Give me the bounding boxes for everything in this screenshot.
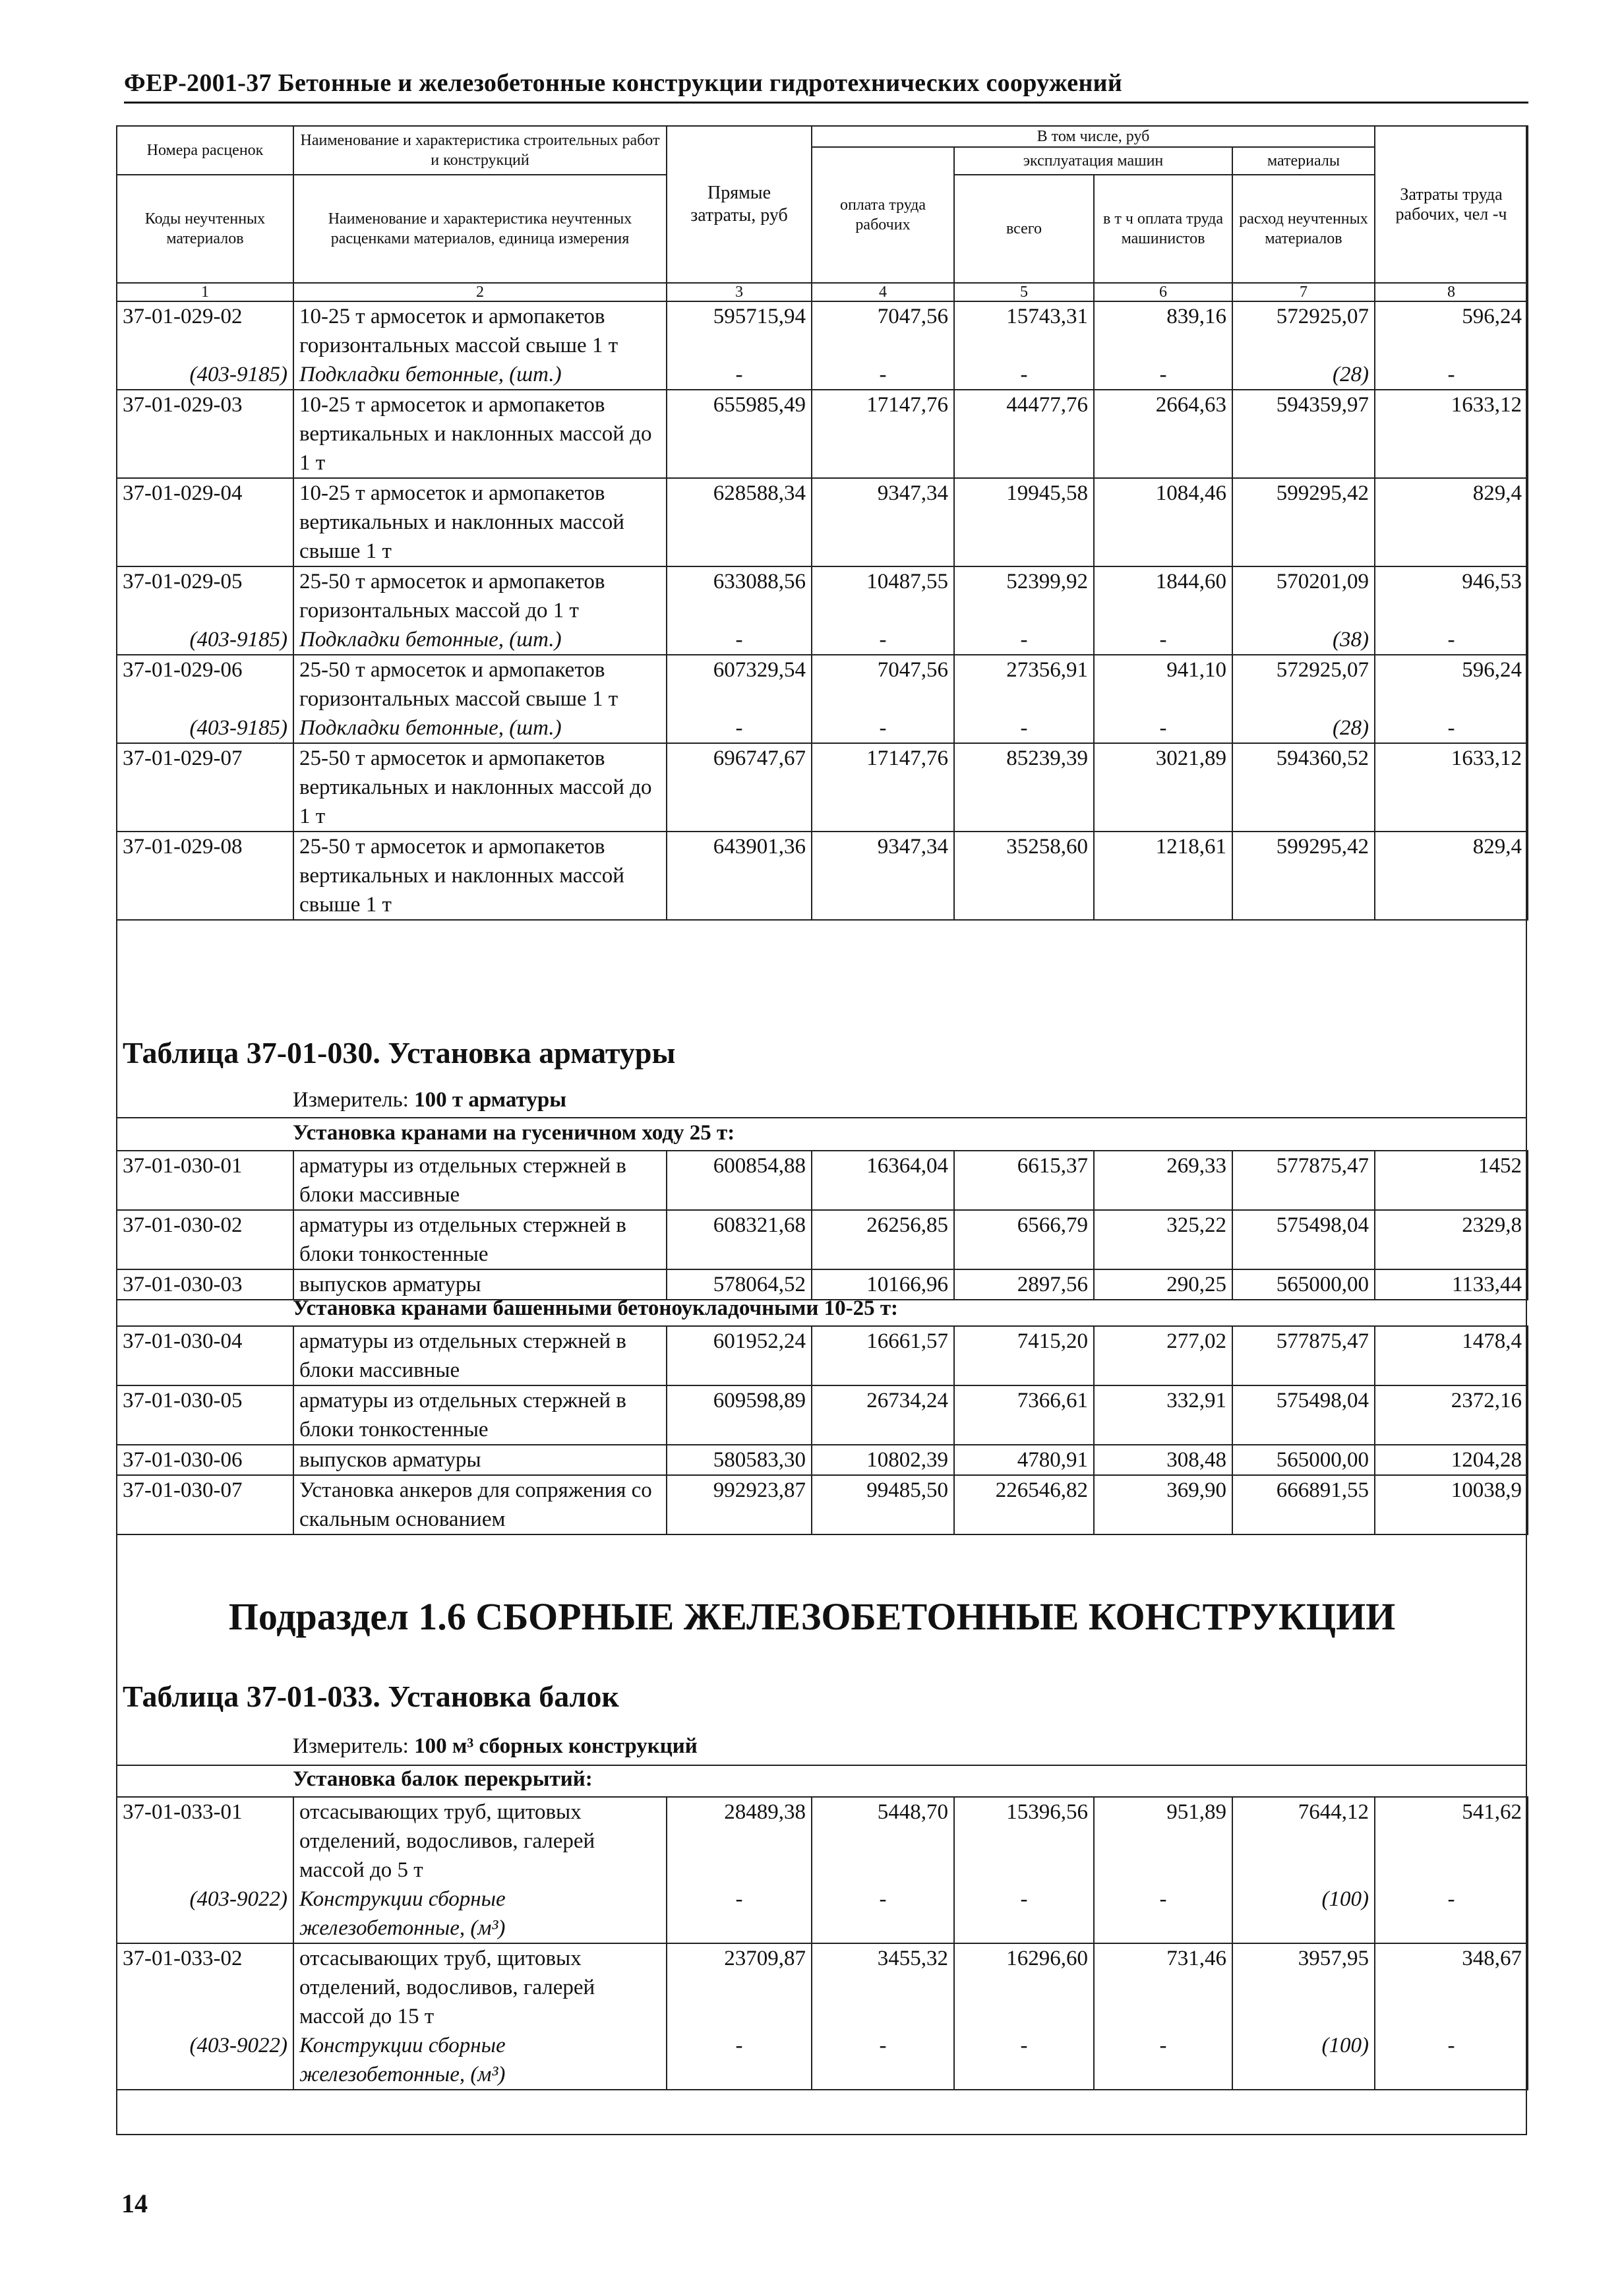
material-row xyxy=(117,625,1528,655)
material-row xyxy=(117,2031,1528,2090)
column-numbers xyxy=(117,283,1528,301)
machinist-wages: 1844,60 xyxy=(1094,566,1232,625)
machines-total: 15743,31 xyxy=(954,301,1094,360)
rate-code: 37-01-030-03 xyxy=(117,1269,293,1300)
material-quantity: (38) xyxy=(1232,625,1375,655)
direct-costs: 643901,36 xyxy=(667,832,812,920)
rate-code: 37-01-029-07 xyxy=(117,743,293,832)
table-030-meter xyxy=(293,1088,566,1112)
wages: 10487,55 xyxy=(812,566,954,625)
table-row xyxy=(117,743,1528,832)
empty-value: - xyxy=(812,2031,954,2090)
direct-costs: 655985,49 xyxy=(667,390,812,478)
header-codes: Коды неучтенных материалов xyxy=(117,175,293,283)
divider xyxy=(116,1765,1527,1766)
rate-code: 37-01-029-03 xyxy=(117,390,293,478)
machines-total: 44477,76 xyxy=(954,390,1094,478)
empty-value: - xyxy=(1375,1885,1528,1943)
material-quantity: (100) xyxy=(1232,2031,1375,2090)
empty-value: - xyxy=(667,1885,812,1943)
table-row xyxy=(117,1151,1528,1210)
machinist-wages: 269,33 xyxy=(1094,1151,1232,1210)
wages: 3455,32 xyxy=(812,1943,954,2031)
wages: 10802,39 xyxy=(812,1445,954,1475)
empty-value: - xyxy=(812,713,954,743)
empty-value: - xyxy=(1094,625,1232,655)
rate-code: 37-01-029-08 xyxy=(117,832,293,920)
material-name: Подкладки бетонные, (шт.) xyxy=(293,360,667,390)
machines-total: 2897,56 xyxy=(954,1269,1094,1300)
material-name: Конструкции сборные железобетонные, (м³) xyxy=(293,1885,667,1943)
work-name: отсасывающих труб, щитовых отделений, водосливов, галерей массой до 5 т xyxy=(293,1797,667,1885)
table-row xyxy=(117,478,1528,566)
wages: 10166,96 xyxy=(812,1269,954,1300)
materials: 572925,07 xyxy=(1232,655,1375,713)
work-name: выпусков арматуры xyxy=(293,1269,667,1300)
table-row xyxy=(117,1445,1528,1475)
machines-total: 52399,92 xyxy=(954,566,1094,625)
col-num-7: 7 xyxy=(1232,283,1375,301)
header-work-name: Наименование и характеристика строительных работ и конструкций xyxy=(293,126,667,175)
labor-costs: 596,24 xyxy=(1375,655,1528,713)
rate-code: 37-01-033-01 xyxy=(117,1797,293,1885)
table-row xyxy=(117,1385,1528,1445)
machinist-wages: 308,48 xyxy=(1094,1445,1232,1475)
work-name: арматуры из отдельных стержней в блоки тонкостенные xyxy=(293,1385,667,1445)
rate-code: 37-01-030-02 xyxy=(117,1210,293,1269)
work-name: 25-50 т армосеток и армопакетов горизонтальных массой свыше 1 т xyxy=(293,655,667,713)
col-num-6: 6 xyxy=(1094,283,1232,301)
table-row xyxy=(117,1210,1528,1269)
rate-code: 37-01-029-05 xyxy=(117,566,293,625)
header-rate-numbers: Номера расценок xyxy=(117,126,293,175)
rate-code: 37-01-029-02 xyxy=(117,301,293,360)
labor-costs: 541,62 xyxy=(1375,1797,1528,1885)
material-row xyxy=(117,1885,1528,1943)
direct-costs: 992923,87 xyxy=(667,1475,812,1534)
col-num-8: 8 xyxy=(1375,283,1528,301)
empty-value: - xyxy=(812,625,954,655)
machinist-wages: 277,02 xyxy=(1094,1326,1232,1385)
empty-value: - xyxy=(1094,360,1232,390)
direct-costs: 578064,52 xyxy=(667,1269,812,1300)
table-row xyxy=(117,832,1528,920)
wages: 5448,70 xyxy=(812,1797,954,1885)
table-row xyxy=(117,1797,1528,1885)
direct-costs: 628588,34 xyxy=(667,478,812,566)
empty-value: - xyxy=(1375,360,1528,390)
wages: 7047,56 xyxy=(812,301,954,360)
machines-total: 7415,20 xyxy=(954,1326,1094,1385)
meter-label: Измеритель: xyxy=(293,1088,409,1112)
table-030-title: Таблица 37-01-030. Установка арматуры xyxy=(123,1036,676,1070)
header-direct-costs: Прямые затраты, руб xyxy=(667,126,812,283)
header-machinist-wages: в т ч оплата труда машинистов xyxy=(1094,175,1232,283)
materials: 3957,95 xyxy=(1232,1943,1375,2031)
machinist-wages: 332,91 xyxy=(1094,1385,1232,1445)
machinist-wages: 325,22 xyxy=(1094,1210,1232,1269)
labor-costs: 1133,44 xyxy=(1375,1269,1528,1300)
labor-costs: 1633,12 xyxy=(1375,390,1528,478)
work-name: 25-50 т армосеток и армопакетов вертикальных и наклонных массой свыше 1 т xyxy=(293,832,667,920)
header-materials: материалы xyxy=(1232,147,1375,175)
rate-code: 37-01-030-07 xyxy=(117,1475,293,1534)
labor-costs: 1633,12 xyxy=(1375,743,1528,832)
direct-costs: 607329,54 xyxy=(667,655,812,713)
work-name: арматуры из отдельных стержней в блоки массивные xyxy=(293,1326,667,1385)
material-code: (403-9185) xyxy=(117,360,293,390)
empty-value: - xyxy=(954,625,1094,655)
material-row xyxy=(117,360,1528,390)
labor-costs: 1452 xyxy=(1375,1151,1528,1210)
work-name: 10-25 т армосеток и армопакетов вертикальных и наклонных массой свыше 1 т xyxy=(293,478,667,566)
materials: 570201,09 xyxy=(1232,566,1375,625)
table-033-title: Таблица 37-01-033. Установка балок xyxy=(123,1680,619,1713)
machines-total: 16296,60 xyxy=(954,1943,1094,2031)
machines-total: 7366,61 xyxy=(954,1385,1094,1445)
direct-costs: 595715,94 xyxy=(667,301,812,360)
materials: 594360,52 xyxy=(1232,743,1375,832)
wages: 99485,50 xyxy=(812,1475,954,1534)
wages: 7047,56 xyxy=(812,655,954,713)
direct-costs: 28489,38 xyxy=(667,1797,812,1885)
empty-value: - xyxy=(667,625,812,655)
material-quantity: (28) xyxy=(1232,360,1375,390)
materials: 599295,42 xyxy=(1232,478,1375,566)
materials: 565000,00 xyxy=(1232,1445,1375,1475)
machines-total: 85239,39 xyxy=(954,743,1094,832)
table-029 xyxy=(116,125,1528,921)
empty-value: - xyxy=(954,2031,1094,2090)
material-name: Конструкции сборные железобетонные, (м³) xyxy=(293,2031,667,2090)
col-num-5: 5 xyxy=(954,283,1094,301)
direct-costs: 609598,89 xyxy=(667,1385,812,1445)
rate-code: 37-01-030-06 xyxy=(117,1445,293,1475)
labor-costs: 829,4 xyxy=(1375,832,1528,920)
rate-code: 37-01-030-05 xyxy=(117,1385,293,1445)
materials: 577875,47 xyxy=(1232,1326,1375,1385)
wages: 26256,85 xyxy=(812,1210,954,1269)
empty-value: - xyxy=(667,713,812,743)
machines-total: 4780,91 xyxy=(954,1445,1094,1475)
machinist-wages: 839,16 xyxy=(1094,301,1232,360)
table-033 xyxy=(116,1796,1528,2090)
wages: 17147,76 xyxy=(812,390,954,478)
empty-value: - xyxy=(1375,713,1528,743)
empty-value: - xyxy=(1375,2031,1528,2090)
work-name: 10-25 т армосеток и армопакетов горизонтальных массой свыше 1 т xyxy=(293,301,667,360)
machinist-wages: 731,46 xyxy=(1094,1943,1232,2031)
table-030-part-1 xyxy=(116,1150,1528,1300)
machines-total: 19945,58 xyxy=(954,478,1094,566)
direct-costs: 23709,87 xyxy=(667,1943,812,2031)
machinist-wages: 369,90 xyxy=(1094,1475,1232,1534)
work-name: арматуры из отдельных стержней в блоки массивные xyxy=(293,1151,667,1210)
direct-costs: 601952,24 xyxy=(667,1326,812,1385)
materials: 599295,42 xyxy=(1232,832,1375,920)
empty-value: - xyxy=(812,360,954,390)
col-num-2: 2 xyxy=(293,283,667,301)
work-name: 25-50 т армосеток и армопакетов вертикальных и наклонных массой до 1 т xyxy=(293,743,667,832)
materials: 7644,12 xyxy=(1232,1797,1375,1885)
table-030-part-2 xyxy=(116,1325,1528,1535)
table-row xyxy=(117,301,1528,360)
table-033-meter xyxy=(293,1734,698,1759)
labor-costs: 348,67 xyxy=(1375,1943,1528,2031)
work-name: 10-25 т армосеток и армопакетов вертикальных и наклонных массой до 1 т xyxy=(293,390,667,478)
document-header: ФЕР-2001-37 Бетонные и железобетонные конструкции гидротехнических сооружений xyxy=(124,69,1528,104)
meter-value: 100 м³ сборных конструкций xyxy=(414,1734,698,1758)
materials: 565000,00 xyxy=(1232,1269,1375,1300)
table-033-group: Установка балок перекрытий: xyxy=(293,1767,593,1791)
table-row xyxy=(117,655,1528,713)
direct-costs: 600854,88 xyxy=(667,1151,812,1210)
material-code: (403-9185) xyxy=(117,625,293,655)
meter-value: 100 т арматуры xyxy=(414,1088,566,1112)
machines-total: 6566,79 xyxy=(954,1210,1094,1269)
labor-costs: 829,4 xyxy=(1375,478,1528,566)
material-name: Подкладки бетонные, (шт.) xyxy=(293,625,667,655)
material-code: (403-9022) xyxy=(117,2031,293,2090)
materials: 575498,04 xyxy=(1232,1385,1375,1445)
header-labor-costs: Затраты труда рабочих, чел -ч xyxy=(1375,126,1528,283)
materials: 666891,55 xyxy=(1232,1475,1375,1534)
work-name: Установка анкеров для сопряжения со скальным основанием xyxy=(293,1475,667,1534)
meter-label: Измеритель: xyxy=(293,1734,409,1758)
wages: 17147,76 xyxy=(812,743,954,832)
header-machines: эксплуатация машин xyxy=(954,147,1232,175)
machines-total: 27356,91 xyxy=(954,655,1094,713)
direct-costs: 608321,68 xyxy=(667,1210,812,1269)
empty-value: - xyxy=(667,360,812,390)
empty-value: - xyxy=(1094,713,1232,743)
table-row xyxy=(117,1943,1528,2031)
machinist-wages: 941,10 xyxy=(1094,655,1232,713)
machinist-wages: 290,25 xyxy=(1094,1269,1232,1300)
wages: 26734,24 xyxy=(812,1385,954,1445)
work-name: отсасывающих труб, щитовых отделений, водосливов, галерей массой до 15 т xyxy=(293,1943,667,2031)
labor-costs: 2372,16 xyxy=(1375,1385,1528,1445)
machinist-wages: 2664,63 xyxy=(1094,390,1232,478)
wages: 16364,04 xyxy=(812,1151,954,1210)
empty-value: - xyxy=(1094,2031,1232,2090)
materials: 575498,04 xyxy=(1232,1210,1375,1269)
empty-value: - xyxy=(1094,1885,1232,1943)
material-code: (403-9185) xyxy=(117,713,293,743)
materials: 572925,07 xyxy=(1232,301,1375,360)
material-code: (403-9022) xyxy=(117,1885,293,1943)
col-num-4: 4 xyxy=(812,283,954,301)
direct-costs: 633088,56 xyxy=(667,566,812,625)
labor-costs: 10038,9 xyxy=(1375,1475,1528,1534)
header-including: В том числе, руб xyxy=(812,126,1375,147)
col-num-3: 3 xyxy=(667,283,812,301)
wages: 9347,34 xyxy=(812,478,954,566)
empty-value: - xyxy=(667,2031,812,2090)
table-row xyxy=(117,1326,1528,1385)
labor-costs: 946,53 xyxy=(1375,566,1528,625)
machines-total: 35258,60 xyxy=(954,832,1094,920)
rate-code: 37-01-029-06 xyxy=(117,655,293,713)
machinist-wages: 1084,46 xyxy=(1094,478,1232,566)
col-num-1: 1 xyxy=(117,283,293,301)
work-name: арматуры из отдельных стержней в блоки тонкостенные xyxy=(293,1210,667,1269)
materials: 594359,97 xyxy=(1232,390,1375,478)
empty-value: - xyxy=(1375,625,1528,655)
wages: 16661,57 xyxy=(812,1326,954,1385)
header-machines-total: всего xyxy=(954,175,1094,283)
labor-costs: 596,24 xyxy=(1375,301,1528,360)
labor-costs: 2329,8 xyxy=(1375,1210,1528,1269)
work-name: выпусков арматуры xyxy=(293,1445,667,1475)
materials: 577875,47 xyxy=(1232,1151,1375,1210)
work-name: 25-50 т армосеток и армопакетов горизонтальных массой до 1 т xyxy=(293,566,667,625)
material-quantity: (100) xyxy=(1232,1885,1375,1943)
table-030-group-2: Установка кранами башенными бетоноукладочными 10-25 т: xyxy=(293,1296,899,1320)
table-row xyxy=(117,1475,1528,1534)
table-row xyxy=(117,1269,1528,1300)
empty-value: - xyxy=(954,713,1094,743)
rate-code: 37-01-030-04 xyxy=(117,1326,293,1385)
machinist-wages: 3021,89 xyxy=(1094,743,1232,832)
rate-code: 37-01-029-04 xyxy=(117,478,293,566)
rate-code: 37-01-030-01 xyxy=(117,1151,293,1210)
wages: 9347,34 xyxy=(812,832,954,920)
table-row xyxy=(117,390,1528,478)
empty-value: - xyxy=(954,360,1094,390)
machines-total: 6615,37 xyxy=(954,1151,1094,1210)
section-title: Подраздел 1.6 СБОРНЫЕ ЖЕЛЕЗОБЕТОННЫЕ КОНСТРУКЦИИ xyxy=(228,1595,1396,1638)
empty-value: - xyxy=(954,1885,1094,1943)
table-030-group-1: Установка кранами на гусеничном ходу 25 т: xyxy=(293,1121,735,1145)
page-number: 14 xyxy=(121,2189,148,2218)
rate-code: 37-01-033-02 xyxy=(117,1943,293,2031)
divider xyxy=(116,1117,1527,1118)
machinist-wages: 951,89 xyxy=(1094,1797,1232,1885)
labor-costs: 1478,4 xyxy=(1375,1326,1528,1385)
direct-costs: 580583,30 xyxy=(667,1445,812,1475)
header-wages: оплата труда рабочих xyxy=(812,147,954,283)
labor-costs: 1204,28 xyxy=(1375,1445,1528,1475)
material-name: Подкладки бетонные, (шт.) xyxy=(293,713,667,743)
direct-costs: 696747,67 xyxy=(667,743,812,832)
machines-total: 15396,56 xyxy=(954,1797,1094,1885)
machines-total: 226546,82 xyxy=(954,1475,1094,1534)
machinist-wages: 1218,61 xyxy=(1094,832,1232,920)
empty-value: - xyxy=(812,1885,954,1943)
header-material-spend: расход неучтенных материалов xyxy=(1232,175,1375,283)
material-row xyxy=(117,713,1528,743)
material-quantity: (28) xyxy=(1232,713,1375,743)
header-material-name: Наименование и характеристика неучтенных расценками материалов, единица измерения xyxy=(293,175,667,283)
table-row xyxy=(117,566,1528,625)
